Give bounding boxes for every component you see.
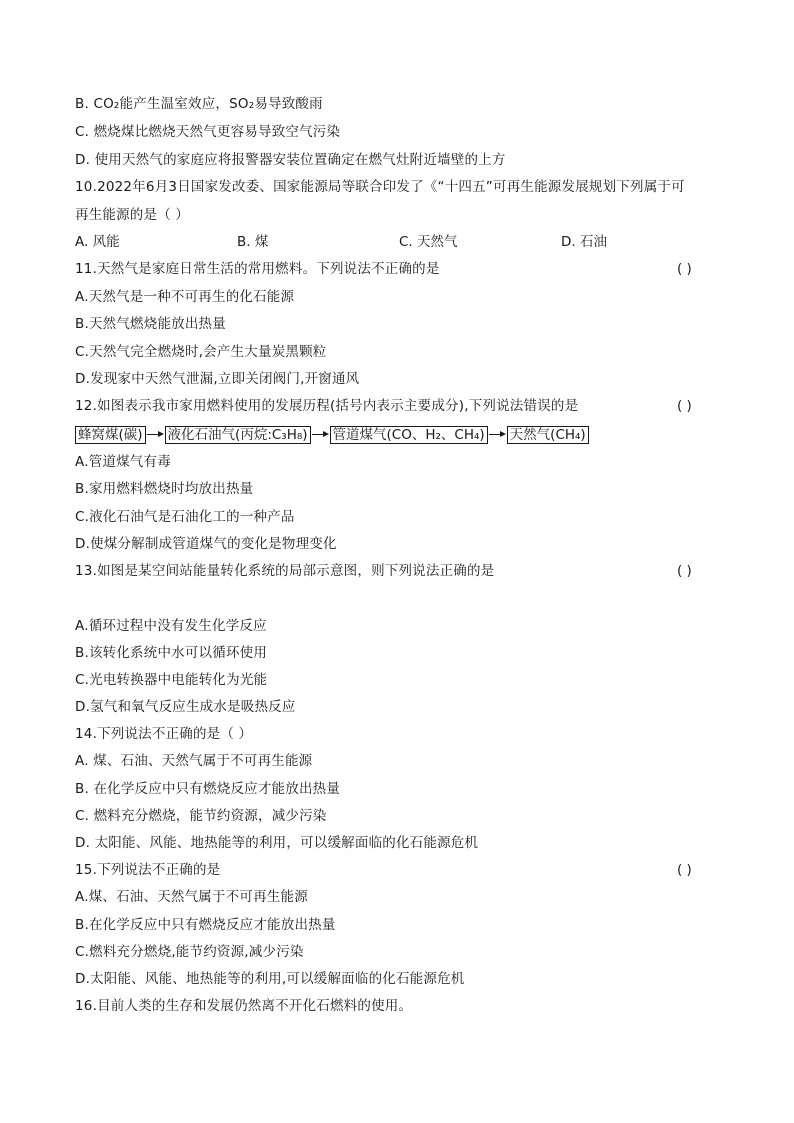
q14-option-b: B. 在化学反应中只有燃烧反应才能放出热量 xyxy=(75,781,341,797)
flow-step-pipeline-gas: 管道煤气(CO、H₂、CH₄) xyxy=(330,426,488,444)
q9-option-c: C. 燃烧煤比燃烧天然气更容易导致空气污染 xyxy=(75,124,341,140)
q11-option-c: C.天然气完全燃烧时,会产生大量炭黑颗粒 xyxy=(75,344,327,360)
q14-option-a: A. 煤、石油、天然气属于不可再生能源 xyxy=(75,753,313,769)
q11-stem: 11.天然气是家庭日常生活的常用燃料。下列说法不正确的是 xyxy=(75,261,440,277)
q12-option-a: A.管道煤气有毒 xyxy=(75,454,171,470)
q15-option-b: B.在化学反应中只有燃烧反应才能放出热量 xyxy=(75,917,336,933)
q15-option-c: C.燃料充分燃烧,能节约资源,减少污染 xyxy=(75,944,304,960)
q12-answer-paren: ( ) xyxy=(677,398,692,414)
q15-option-d: D.太阳能、风能、地热能等的利用,可以缓解面临的化石能源危机 xyxy=(75,971,465,987)
q14-option-d: D. 太阳能、风能、地热能等的利用，可以缓解面临的化石能源危机 xyxy=(75,835,479,851)
flow-step-lpg: 液化石油气(丙烷:C₃H₈) xyxy=(165,426,311,444)
q10-option-a: A. 风能 xyxy=(75,234,120,250)
q13-option-d: D.氢气和氧气反应生成水是吸热反应 xyxy=(75,699,296,715)
q9-option-d: D. 使用天然气的家庭应将报警器安装位置确定在燃气灶附近墙壁的上方 xyxy=(75,152,506,168)
arrow-right-icon xyxy=(147,430,164,440)
q10-option-c: C. 天然气 xyxy=(399,234,458,250)
q15-answer-paren: ( ) xyxy=(677,862,692,878)
q14-option-c: C. 燃料充分燃烧，能节约资源，减少污染 xyxy=(75,808,327,824)
q10-stem-line1: 10.2022年6月3日国家发改委、国家能源局等联合印发了《“十四五”可再生能源发展规划下列属于可 xyxy=(75,179,685,195)
arrow-right-icon xyxy=(489,430,506,440)
flow-step-honeycomb-coal: 蜂窝煤(碳) xyxy=(75,426,146,444)
q10-stem-line2: 再生能源的是（ ） xyxy=(75,207,190,223)
q10-option-d: D. 石油 xyxy=(561,234,607,250)
q13-option-a: A.循环过程中没有发生化学反应 xyxy=(75,618,267,634)
q14-stem: 14.下列说法不正确的是（ ） xyxy=(75,726,253,742)
q13-stem: 13.如图是某空间站能量转化系统的局部示意图，则下列说法正确的是 xyxy=(75,563,495,579)
q16-stem: 16.目前人类的生存和发展仍然离不开化石燃料的使用。 xyxy=(75,998,413,1014)
q12-option-c: C.液化石油气是石油化工的一种产品 xyxy=(75,509,295,525)
q13-option-b: B.该转化系统中水可以循环使用 xyxy=(75,645,268,661)
q10-option-b: B. 煤 xyxy=(237,234,269,250)
q15-stem: 15.下列说法不正确的是 xyxy=(75,862,221,878)
fuel-history-flow xyxy=(75,425,589,444)
q12-stem: 12.如图表示我市家用燃料使用的发展历程(括号内表示主要成分),下列说法错误的是 xyxy=(75,398,579,414)
q11-option-a: A.天然气是一种不可再生的化石能源 xyxy=(75,289,295,305)
q11-answer-paren: ( ) xyxy=(677,261,692,277)
arrow-right-icon xyxy=(312,430,329,440)
q12-option-b: B.家用燃料燃烧时均放出热量 xyxy=(75,481,254,497)
q11-option-b: B.天然气燃烧能放出热量 xyxy=(75,316,226,332)
q12-option-d: D.使煤分解制成管道煤气的变化是物理变化 xyxy=(75,536,337,552)
q13-answer-paren: ( ) xyxy=(677,563,692,579)
flow-step-natural-gas: 天然气(CH₄) xyxy=(507,426,589,444)
q13-option-c: C.光电转换器中电能转化为光能 xyxy=(75,672,268,688)
q15-option-a: A.煤、石油、天然气属于不可再生能源 xyxy=(75,889,308,905)
q11-option-d: D.发现家中天然气泄漏,立即关闭阀门,开窗通风 xyxy=(75,371,360,387)
q9-option-b: B. CO₂能产生温室效应，SO₂易导致酸雨 xyxy=(75,96,323,112)
